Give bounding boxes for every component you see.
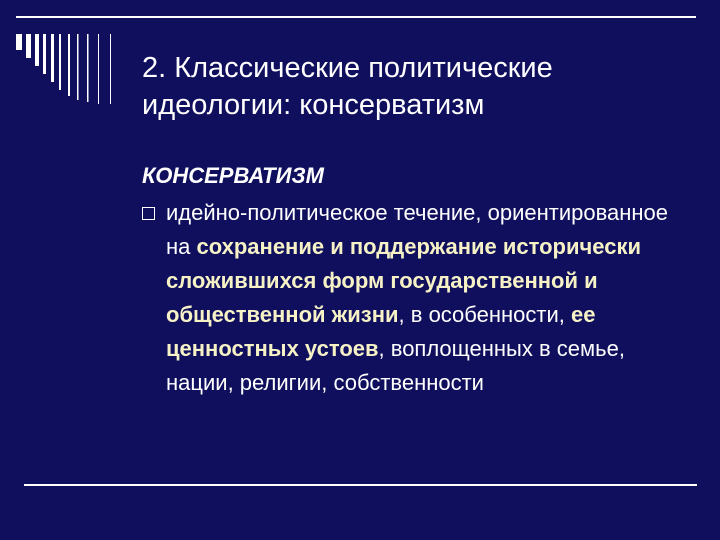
section-heading: КОНСЕРВАТИЗМ <box>142 163 324 188</box>
bottom-divider <box>24 484 697 486</box>
decorative-stripes <box>16 34 136 104</box>
bullet-square-icon <box>142 207 155 220</box>
body-segment-1: идейно-политическое течение, ориентированное на <box>166 200 669 259</box>
bullet-text <box>166 196 676 400</box>
top-divider <box>16 16 696 18</box>
body-segment-2: , в особенности, <box>398 302 572 327</box>
body-highlight-1: сохранение и поддержание исторически сложившихся форм государственной и общественной жизни <box>166 234 642 327</box>
slide-title <box>142 50 702 124</box>
body-highlight-2: ее ценностных устоев <box>166 302 596 361</box>
body-segment-3: , воплощенных в семье, нации, религии, собственности <box>166 336 625 395</box>
title-line-1: 2. Классические политические <box>142 52 553 84</box>
title-line-2: идеологии: консерватизм <box>142 89 485 121</box>
